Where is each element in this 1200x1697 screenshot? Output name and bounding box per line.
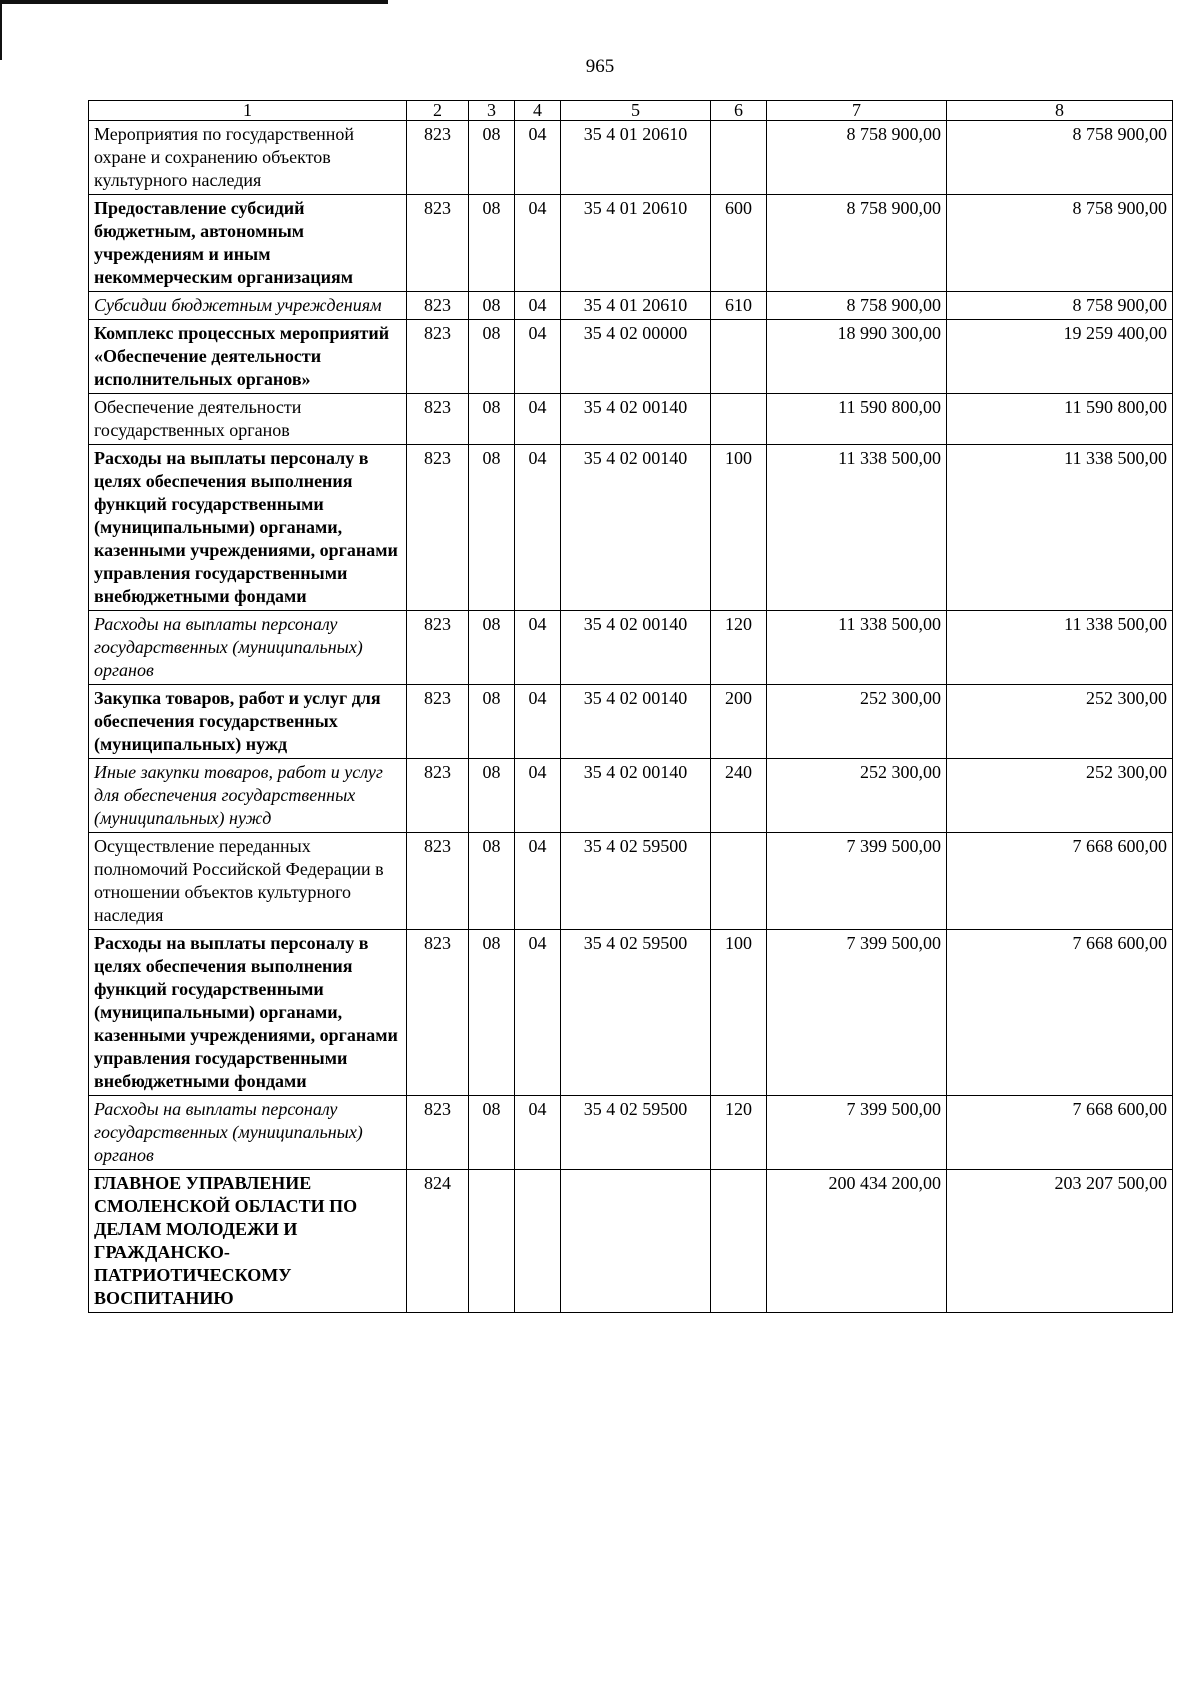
row-amount-year-2: 203 207 500,00	[947, 1170, 1173, 1313]
row-name: Расходы на выплаты персоналу государственных (муниципальных) органов	[89, 1096, 407, 1170]
row-subsection-code: 04	[515, 195, 561, 292]
table-row	[89, 759, 1173, 833]
header-cell: 4	[515, 101, 561, 121]
table-row	[89, 930, 1173, 1096]
row-section-code: 08	[469, 759, 515, 833]
header-cell: 5	[561, 101, 711, 121]
row-amount-year-1: 11 338 500,00	[767, 611, 947, 685]
row-expense-type: 100	[711, 445, 767, 611]
row-admin-code: 823	[407, 195, 469, 292]
row-amount-year-1: 18 990 300,00	[767, 320, 947, 394]
row-expense-type	[711, 833, 767, 930]
row-amount-year-1: 8 758 900,00	[767, 121, 947, 195]
row-section-code: 08	[469, 394, 515, 445]
row-admin-code: 823	[407, 833, 469, 930]
row-subsection-code: 04	[515, 292, 561, 320]
row-subsection-code: 04	[515, 611, 561, 685]
row-amount-year-2: 8 758 900,00	[947, 292, 1173, 320]
row-admin-code: 823	[407, 292, 469, 320]
row-expense-type	[711, 121, 767, 195]
table-row	[89, 121, 1173, 195]
row-name: Расходы на выплаты персоналу государственных (муниципальных) органов	[89, 611, 407, 685]
row-target-article: 35 4 02 00140	[561, 759, 711, 833]
row-subsection-code: 04	[515, 685, 561, 759]
row-target-article: 35 4 02 59500	[561, 1096, 711, 1170]
row-section-code: 08	[469, 445, 515, 611]
row-name: Расходы на выплаты персоналу в целях обеспечения выполнения функций государственными (муниципальными) органами, казенными учреждениями, органами управления государственными внебюджетными фондами	[89, 445, 407, 611]
row-name: Закупка товаров, работ и услуг для обеспечения государственных (муниципальных) нужд	[89, 685, 407, 759]
row-amount-year-1: 7 399 500,00	[767, 930, 947, 1096]
scan-edge-line	[0, 0, 388, 4]
row-amount-year-2: 7 668 600,00	[947, 1096, 1173, 1170]
row-admin-code: 823	[407, 1096, 469, 1170]
row-amount-year-1: 8 758 900,00	[767, 292, 947, 320]
row-expense-type: 120	[711, 1096, 767, 1170]
row-admin-code: 823	[407, 685, 469, 759]
row-subsection-code: 04	[515, 445, 561, 611]
row-section-code: 08	[469, 121, 515, 195]
table-row	[89, 445, 1173, 611]
header-cell: 1	[89, 101, 407, 121]
row-amount-year-2: 11 338 500,00	[947, 611, 1173, 685]
row-section-code: 08	[469, 833, 515, 930]
row-expense-type: 610	[711, 292, 767, 320]
row-subsection-code: 04	[515, 833, 561, 930]
row-target-article: 35 4 02 00140	[561, 445, 711, 611]
budget-table	[88, 100, 1173, 1313]
row-section-code	[469, 1170, 515, 1313]
row-section-code: 08	[469, 611, 515, 685]
row-amount-year-2: 7 668 600,00	[947, 833, 1173, 930]
row-amount-year-2: 11 590 800,00	[947, 394, 1173, 445]
row-amount-year-2: 7 668 600,00	[947, 930, 1173, 1096]
row-section-code: 08	[469, 195, 515, 292]
row-section-code: 08	[469, 292, 515, 320]
row-expense-type: 200	[711, 685, 767, 759]
row-target-article: 35 4 01 20610	[561, 121, 711, 195]
row-admin-code: 823	[407, 611, 469, 685]
row-subsection-code: 04	[515, 320, 561, 394]
header-cell: 8	[947, 101, 1173, 121]
row-amount-year-1: 8 758 900,00	[767, 195, 947, 292]
row-amount-year-2: 8 758 900,00	[947, 195, 1173, 292]
row-amount-year-2: 19 259 400,00	[947, 320, 1173, 394]
row-admin-code: 823	[407, 394, 469, 445]
scan-edge-line-vertical	[0, 0, 2, 60]
header-cell: 3	[469, 101, 515, 121]
table-row	[89, 611, 1173, 685]
row-name: Предоставление субсидий бюджетным, автономным учреждениям и иным некоммерческим организациям	[89, 195, 407, 292]
row-subsection-code: 04	[515, 121, 561, 195]
row-expense-type	[711, 1170, 767, 1313]
row-subsection-code	[515, 1170, 561, 1313]
row-amount-year-1: 11 338 500,00	[767, 445, 947, 611]
row-name: Обеспечение деятельности государственных органов	[89, 394, 407, 445]
row-expense-type	[711, 320, 767, 394]
row-target-article: 35 4 01 20610	[561, 292, 711, 320]
row-admin-code: 823	[407, 759, 469, 833]
row-subsection-code: 04	[515, 759, 561, 833]
row-expense-type: 600	[711, 195, 767, 292]
row-subsection-code: 04	[515, 1096, 561, 1170]
header-cell: 2	[407, 101, 469, 121]
row-amount-year-1: 7 399 500,00	[767, 1096, 947, 1170]
table-row	[89, 394, 1173, 445]
table-row	[89, 685, 1173, 759]
table-row	[89, 195, 1173, 292]
row-name: Комплекс процессных мероприятий «Обеспечение деятельности исполнительных органов»	[89, 320, 407, 394]
row-amount-year-1: 11 590 800,00	[767, 394, 947, 445]
row-amount-year-2: 8 758 900,00	[947, 121, 1173, 195]
row-target-article	[561, 1170, 711, 1313]
row-name: Мероприятия по государственной охране и сохранению объектов культурного наследия	[89, 121, 407, 195]
row-amount-year-2: 252 300,00	[947, 685, 1173, 759]
row-admin-code: 823	[407, 320, 469, 394]
row-name: Осуществление переданных полномочий Российской Федерации в отношении объектов культурного наследия	[89, 833, 407, 930]
table-row	[89, 833, 1173, 930]
row-name: Иные закупки товаров, работ и услуг для обеспечения государственных (муниципальных) нужд	[89, 759, 407, 833]
table-row	[89, 292, 1173, 320]
row-target-article: 35 4 02 00140	[561, 685, 711, 759]
row-amount-year-2: 11 338 500,00	[947, 445, 1173, 611]
row-name: Расходы на выплаты персоналу в целях обеспечения выполнения функций государственными (муниципальными) органами, казенными учреждениями, органами управления государственными внебюджетными фондами	[89, 930, 407, 1096]
row-expense-type: 120	[711, 611, 767, 685]
row-name: Субсидии бюджетным учреждениям	[89, 292, 407, 320]
header-cell: 7	[767, 101, 947, 121]
row-amount-year-1: 252 300,00	[767, 685, 947, 759]
row-section-code: 08	[469, 320, 515, 394]
row-subsection-code: 04	[515, 394, 561, 445]
row-expense-type	[711, 394, 767, 445]
row-name: ГЛАВНОЕ УПРАВЛЕНИЕ СМОЛЕНСКОЙ ОБЛАСТИ ПО ДЕЛАМ МОЛОДЕЖИ И ГРАЖДАНСКО-ПАТРИОТИЧЕСКОМУ ВОСПИТАНИЮ	[89, 1170, 407, 1313]
row-section-code: 08	[469, 930, 515, 1096]
row-admin-code: 823	[407, 930, 469, 1096]
row-target-article: 35 4 02 00140	[561, 394, 711, 445]
row-target-article: 35 4 01 20610	[561, 195, 711, 292]
row-target-article: 35 4 02 59500	[561, 833, 711, 930]
row-expense-type: 240	[711, 759, 767, 833]
header-cell: 6	[711, 101, 767, 121]
table-row	[89, 1096, 1173, 1170]
row-admin-code: 823	[407, 121, 469, 195]
row-section-code: 08	[469, 685, 515, 759]
row-amount-year-1: 200 434 200,00	[767, 1170, 947, 1313]
header-row	[89, 101, 1173, 121]
row-amount-year-1: 7 399 500,00	[767, 833, 947, 930]
row-section-code: 08	[469, 1096, 515, 1170]
page-number: 965	[585, 56, 615, 77]
row-expense-type: 100	[711, 930, 767, 1096]
row-target-article: 35 4 02 00000	[561, 320, 711, 394]
row-amount-year-2: 252 300,00	[947, 759, 1173, 833]
row-admin-code: 823	[407, 445, 469, 611]
row-amount-year-1: 252 300,00	[767, 759, 947, 833]
table-row	[89, 1170, 1173, 1313]
row-admin-code: 824	[407, 1170, 469, 1313]
table-row	[89, 320, 1173, 394]
row-target-article: 35 4 02 59500	[561, 930, 711, 1096]
row-subsection-code: 04	[515, 930, 561, 1096]
row-target-article: 35 4 02 00140	[561, 611, 711, 685]
